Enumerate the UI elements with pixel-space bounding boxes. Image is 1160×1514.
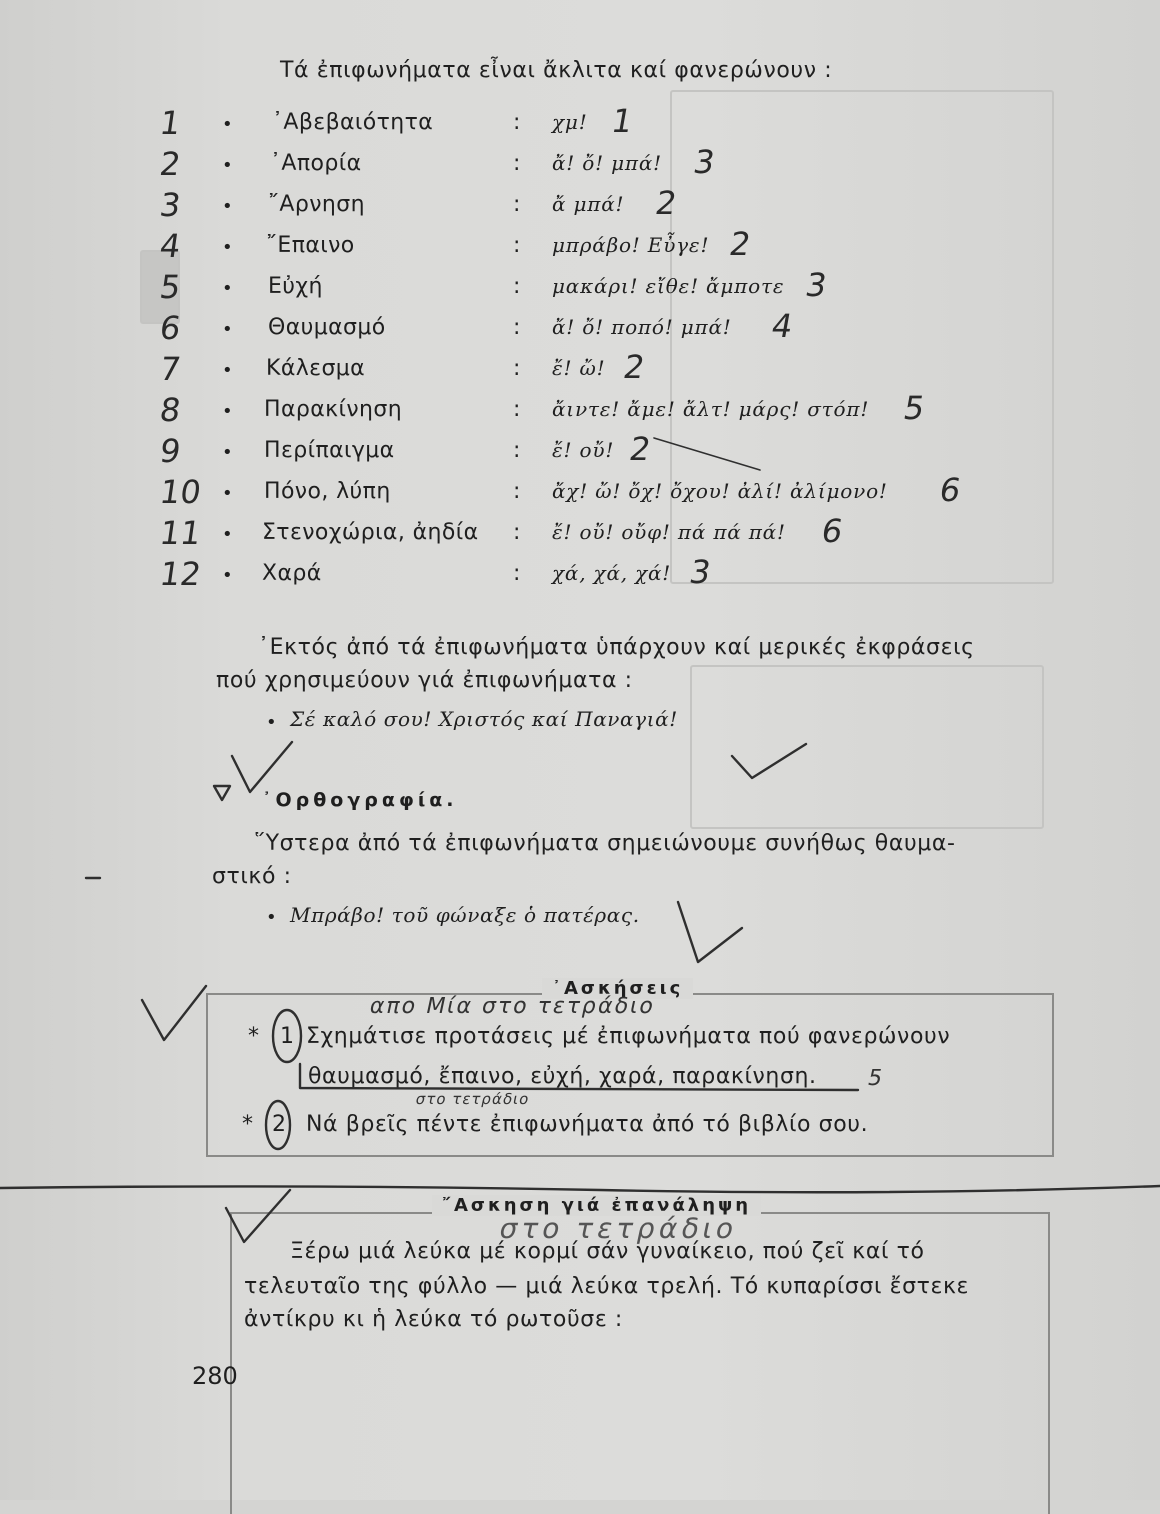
handwritten-row-number: 7	[157, 350, 184, 388]
row-term: Πόνο, λύπη	[264, 479, 391, 504]
row-term: Εὐχή	[268, 274, 323, 299]
row-term: Περίπαιγμα	[264, 438, 395, 463]
exercise-2-asterisk: *	[242, 1112, 254, 1137]
review-line-1: Ξέρω μιά λεύκα μέ κορμί σάν γυναίκειο, πού ζεῖ καί τό	[290, 1239, 925, 1264]
page-number: 280	[192, 1362, 238, 1390]
row-term: Στενοχώρια, ἀηδία	[262, 520, 479, 545]
handwritten-row-number: 1	[157, 104, 184, 142]
row-bullet: •	[222, 360, 233, 381]
row-examples: χά, χά, χά!	[552, 561, 672, 585]
row-bullet: •	[222, 524, 233, 545]
handwritten-row-number: 5	[157, 268, 184, 306]
handwritten-count: 2	[652, 184, 680, 222]
row-colon: :	[513, 315, 521, 340]
handwritten-row-number: 9	[157, 432, 184, 470]
strike-line	[0, 1186, 1160, 1192]
row-examples: ἄχ! ὤ! ὄχ! ὄχου! ἀλί! ἀλίμονο!	[552, 479, 888, 503]
handwritten-count: 2	[626, 430, 654, 468]
row-bullet: •	[222, 319, 233, 340]
tick-mark-review	[226, 1190, 290, 1242]
handnote-mid: στο τετράδιο	[414, 1090, 532, 1108]
row-colon: :	[513, 520, 521, 545]
review-handnote: στο τετράδιο	[496, 1212, 741, 1245]
handwritten-row-number: 3	[157, 186, 184, 224]
handwritten-count: 5	[900, 389, 928, 427]
handwritten-count: 6	[818, 512, 846, 550]
review-title: ῎Ασκηση γιά ἐπανάληψη	[432, 1195, 761, 1216]
tick-mark-example	[678, 902, 742, 962]
expressions-example: Σέ καλό σου! Χριστός καί Παναγιά!	[290, 707, 678, 731]
row-examples: ἔ! οὔ! οὔφ! πά πά πά!	[552, 520, 786, 544]
circle-exercise-1	[273, 1010, 301, 1062]
row-examples: χμ!	[552, 110, 588, 134]
row-term: ῎Αρνηση	[268, 192, 365, 217]
handwritten-row-number: 2	[157, 145, 184, 183]
row-colon: :	[513, 397, 521, 422]
handwritten-count: 3	[802, 266, 830, 304]
row-term: ᾿Αβεβαιότητα	[272, 110, 434, 135]
row-colon: :	[513, 438, 521, 463]
stray-line-right	[654, 438, 760, 470]
row-colon: :	[513, 479, 521, 504]
handwritten-count: 4	[768, 307, 796, 345]
orthography-bullet: •	[266, 907, 278, 928]
intro-text: Τά ἐπιφωνήματα εἶναι ἄκλιτα καί φανερώνουν :	[280, 58, 833, 83]
tick-mark-orthography-left	[232, 742, 292, 792]
row-examples: μπράβο! Εὖγε!	[552, 233, 710, 257]
handwritten-row-number: 11	[157, 514, 204, 552]
row-colon: :	[513, 274, 521, 299]
orthography-line-2: στικό :	[212, 864, 292, 889]
exercises-title: ᾿Ασκήσεις	[542, 978, 693, 999]
row-bullet: •	[222, 278, 233, 299]
row-examples: ἄ! ὄ! μπά!	[552, 151, 663, 175]
exercise-1-number: 1	[280, 1024, 295, 1049]
expressions-bullet: •	[266, 712, 278, 733]
handwritten-count: 6	[936, 471, 964, 509]
orthography-heading: ᾿Ορθογραφία.	[262, 789, 458, 811]
handwritten-count: 3	[686, 553, 714, 591]
handwritten-row-number: 8	[157, 391, 184, 429]
orthography-example: Μπράβο! τοῦ φώναξε ὁ πατέρας.	[290, 903, 640, 927]
exercise-2-number: 2	[272, 1112, 287, 1137]
exercise-2-line: Νά βρεῖς πέντε ἐπιφωνήματα ἀπό τό βιβλίο σου.	[306, 1112, 869, 1137]
handwritten-row-number: 6	[157, 309, 184, 347]
row-term: ᾿Απορία	[270, 151, 362, 176]
circle-exercise-2	[266, 1101, 290, 1149]
orthography-line-1: ῞Υστερα ἀπό τά ἐπιφωνήματα σημειώνουμε συνήθως θαυμα-	[254, 831, 956, 856]
row-bullet: •	[222, 155, 233, 176]
row-bullet: •	[222, 565, 233, 586]
tick-mark-exercises	[142, 986, 206, 1040]
row-colon: :	[513, 151, 521, 176]
handwritten-count: 1	[608, 102, 636, 140]
row-examples: ἔ! ὤ!	[552, 356, 606, 380]
review-line-3: ἀντίκρυ κι ἡ λεύκα τό ρωτοῦσε :	[244, 1307, 623, 1332]
exercise-1-line-2: θαυμασμό, ἔπαινο, εὐχή, χαρά, παρακίνηση.	[308, 1064, 817, 1089]
exercise-1-handwritten-count: 5	[865, 1066, 885, 1091]
row-examples: ἄ! ὄ! ποπό! μπά!	[552, 315, 732, 339]
row-bullet: •	[222, 237, 233, 258]
review-line-2: τελευταῖο της φύλλο — μιά λεύκα τρελή. Τό κυπαρίσσι ἔστεκε	[244, 1274, 970, 1299]
row-bullet: •	[222, 442, 233, 463]
tick-mark-orthography-right	[732, 744, 806, 778]
row-term: Θαυμασμό	[268, 315, 386, 340]
underline-exercise-1	[300, 1064, 858, 1090]
row-term: Χαρά	[262, 561, 322, 586]
row-colon: :	[513, 561, 521, 586]
handnote-top: απο Μία στο τετράδιο	[367, 994, 658, 1019]
expressions-line-1: ᾿Εκτός ἀπό τά ἐπιφωνήματα ὑπάρχουν καί μερικές ἐκφράσεις	[258, 635, 975, 660]
row-examples: ἄ μπά!	[552, 192, 625, 216]
exercise-1-line-1: Σχημάτισε προτάσεις μέ ἐπιφωνήματα πού φανερώνουν	[306, 1024, 951, 1049]
arrow-mark	[214, 786, 230, 800]
handwritten-count: 2	[726, 225, 754, 263]
handwritten-row-number: 4	[157, 227, 184, 265]
row-term: Παρακίνηση	[264, 397, 403, 422]
handwritten-count: 2	[620, 348, 648, 386]
row-bullet: •	[222, 401, 233, 422]
row-examples: μακάρι! εἴθε! ἄμποτε	[552, 274, 785, 298]
row-bullet: •	[222, 483, 233, 504]
row-examples: ἔ! οὔ!	[552, 438, 615, 462]
handwritten-count: 3	[690, 143, 718, 181]
expressions-line-2: πού χρησιμεύουν γιά ἐπιφωνήματα :	[216, 668, 633, 693]
row-term: Κάλεσμα	[266, 356, 366, 381]
row-colon: :	[513, 110, 521, 135]
row-bullet: •	[222, 196, 233, 217]
handwritten-row-number: 12	[157, 555, 204, 593]
row-colon: :	[513, 356, 521, 381]
row-term: ῎Επαινο	[266, 233, 355, 258]
row-colon: :	[513, 233, 521, 258]
row-examples: ἄιντε! ἄμε! ἄλτ! μάρς! στόπ!	[552, 397, 870, 421]
handwritten-row-number: 10	[157, 473, 204, 511]
exercise-1-asterisk: *	[248, 1024, 260, 1049]
row-colon: :	[513, 192, 521, 217]
row-bullet: •	[222, 114, 233, 135]
